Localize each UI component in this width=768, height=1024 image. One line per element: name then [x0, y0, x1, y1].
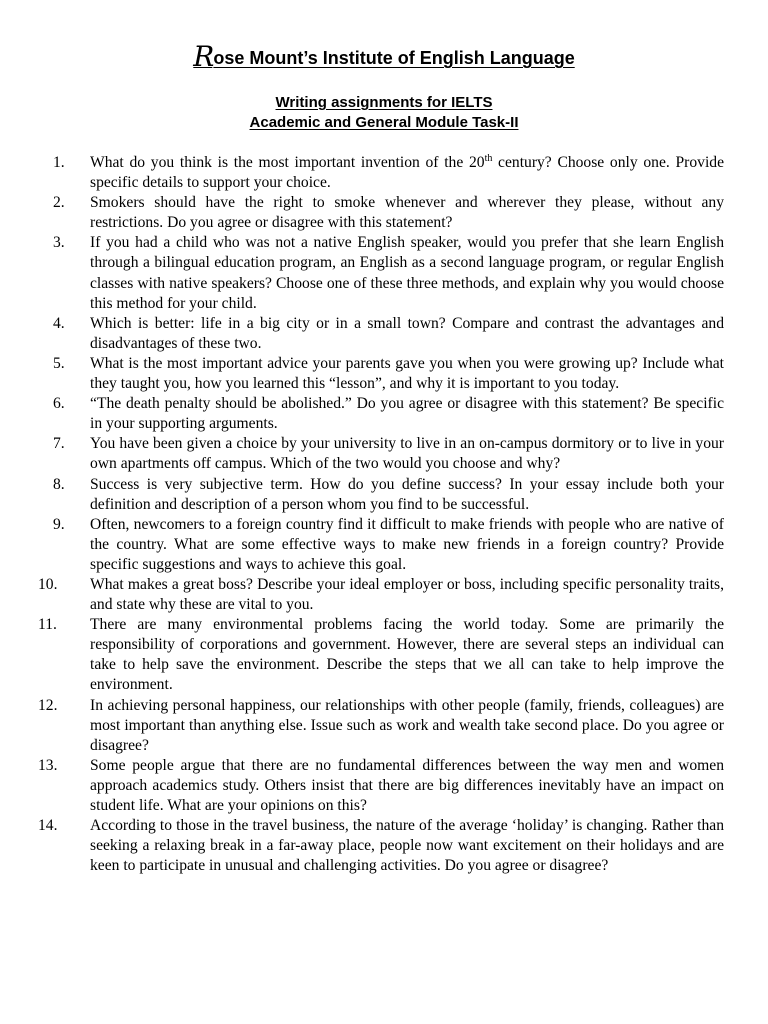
question-item-3 — [38, 233, 724, 313]
question-number: 14. — [38, 817, 58, 835]
question-item-12 — [38, 696, 724, 756]
question-item-14 — [38, 816, 724, 876]
subtitle-line-1: Writing assignments for IELTS — [275, 94, 493, 111]
question-text: There are many environmental problems facing the world today. Some are primarily the responsibility of corporations and government. However, there are several steps an individual can take to help save the environment. Describe the steps that we all can take to help improve the environment. — [90, 616, 724, 694]
question-item-6 — [38, 394, 724, 434]
question-text: What makes a great boss? Describe your ideal employer or boss, including specific personality traits, and state why these are vital to you. — [90, 575, 724, 614]
question-number: 4. — [53, 314, 65, 332]
question-number: 8. — [53, 475, 65, 493]
question-list — [38, 153, 724, 876]
question-number: 10. — [38, 575, 58, 593]
question-item-1 — [38, 153, 724, 193]
question-text: What is the most important advice your parents gave you when you were growing up? Include what they taught you, how you learned this “lesson”, and why it is important to you today. — [90, 354, 724, 393]
page-title — [0, 40, 768, 73]
question-number: 3. — [53, 234, 65, 252]
question-item-8 — [38, 475, 724, 515]
question-number: 6. — [53, 395, 65, 413]
question-item-7 — [38, 434, 724, 474]
question-number: 13. — [38, 756, 58, 774]
question-item-9 — [38, 515, 724, 575]
question-number: 7. — [53, 435, 65, 453]
question-number: 9. — [53, 515, 65, 533]
title-initial: R — [193, 40, 213, 73]
question-text: Some people argue that there are no fundamental differences between the way men and women approach academics study. Others insist that there are big differences inevitably have an impact on student life. What are your opinions on this? — [90, 756, 724, 814]
question-text: Smokers should have the right to smoke whenever and wherever they please, without any restrictions. Do you agree or disagree with this statement? — [90, 194, 724, 232]
question-text: Which is better: life in a big city or in a small town? Compare and contrast the advantages and disadvantages of these two. — [90, 314, 724, 352]
question-text: According to those in the travel business, the nature of the average ‘holiday’ is changing. Rather than seeking a relaxing break in a far-away place, people now want excitement on their holidays and are keen to participate in unusual and challenging activities. Do you agree or disagree? — [90, 817, 724, 875]
question-text: If you had a child who was not a native English speaker, would you prefer that she learn English through a bilingual education program, an English as a second language program, or regular English classes with native speakers? Choose one of these three methods, and explain why you would choose this method for your child. — [90, 234, 724, 312]
subtitle-line-2: Academic and General Module Task-II — [249, 114, 519, 131]
question-number: 11. — [38, 616, 57, 634]
question-item-2 — [38, 193, 724, 233]
question-item-13 — [38, 756, 724, 816]
title-text: ose Mount’s Institute of English Language — [213, 48, 575, 68]
question-text: What do you think is the most important invention of the 20th century? Choose only one. Provide specific details to support your choice. — [90, 153, 724, 192]
question-text: “The death penalty should be abolished.” Do you agree or disagree with this statement? Be specific in your supporting arguments. — [90, 395, 724, 433]
question-item-10 — [38, 575, 724, 615]
question-item-4 — [38, 314, 724, 354]
question-number: 1. — [53, 154, 65, 171]
question-number: 2. — [53, 194, 65, 212]
question-item-11 — [38, 615, 724, 695]
question-number: 5. — [53, 354, 65, 372]
question-number: 12. — [38, 696, 58, 714]
question-item-5 — [38, 354, 724, 394]
question-text: In achieving personal happiness, our relationships with other people (family, friends, colleagues) are most important than anything else. Issue such as work and wealth take second place. Do you agree or disagree? — [90, 696, 724, 754]
question-text: You have been given a choice by your university to live in an on-campus dormitory or to live in your own apartments off campus. Which of the two would you choose and why? — [90, 435, 724, 473]
question-text: Success is very subjective term. How do you define success? In your essay include both your definition and description of a person whom you find to be successful. — [90, 475, 724, 513]
question-text: Often, newcomers to a foreign country find it difficult to make friends with people who are native of the country. What are some effective ways to make new friends in a foreign country? Provide specific suggestions and ways to achieve this goal. — [90, 515, 724, 573]
